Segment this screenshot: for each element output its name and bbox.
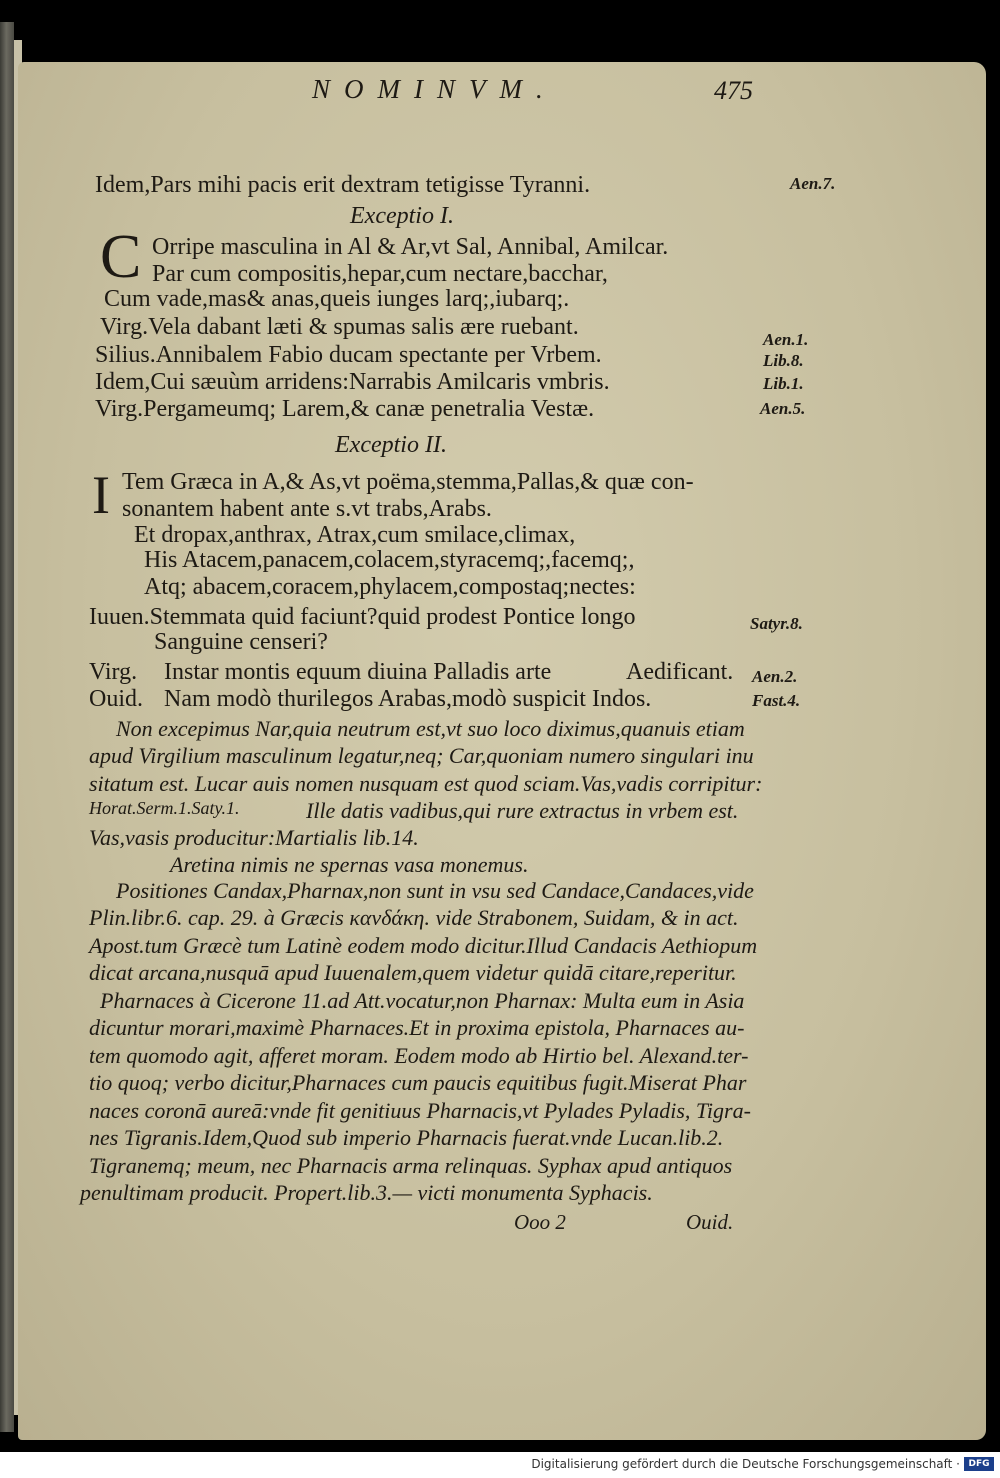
funding-credit: Digitalisierung gefördert durch die Deutsche Forschungsgemeinschaft · <box>531 1457 960 1471</box>
commentary-line: tio quoq; verbo dicitur,Pharnaces cum paucis equitibus fugit.Miserat Phar <box>89 1070 747 1095</box>
verse-line: Tem Græca in A,& As,vt poëma,stemma,Pallas,& quæ con- <box>122 469 694 495</box>
verse-line: Virg.Vela dabant læti & spumas salis ære ruebant. <box>100 314 579 340</box>
margin-note: Lib.8. <box>763 351 804 370</box>
commentary-line: Ille datis vadibus,qui rure extractus in vrbem est. <box>306 798 739 823</box>
dfg-logo-icon: DFG <box>964 1457 994 1471</box>
verse-line: Nam modò thurilegos Arabas,modò suspicit Indos. <box>164 686 652 712</box>
commentary-line: Positiones Candax,Pharnax,non sunt in vsu sed Candace,Candaces,vide <box>116 878 754 903</box>
commentary-line: sitatum est. Lucar auis nomen nusquam est quod sciam.Vas,vadis corripitur: <box>89 771 763 796</box>
verse-line: Par cum compositis,hepar,cum nectare,bacchar, <box>152 261 608 287</box>
verse-line: Orripe masculina in Al & Ar,vt Sal, Annibal, Amilcar. <box>152 234 669 260</box>
footer-bar <box>0 1452 1000 1478</box>
commentary-line: Apost.tum Græcè tum Latinè eodem modo dicitur.Illud Candacis Aethiopum <box>89 933 758 958</box>
verse-line: Aedificant. <box>626 659 734 685</box>
margin-note: Aen.7. <box>790 174 836 193</box>
margin-note: Fast.4. <box>752 691 801 710</box>
section-heading: Exceptio I. <box>350 203 454 229</box>
commentary-line: Pharnaces à Cicerone 11.ad Att.vocatur,non Pharnax: Multa eum in Asia <box>100 988 745 1013</box>
verse-line: Atq; abacem,coracem,phylacem,compostaq;nectes: <box>144 574 636 600</box>
signature-mark: Ooo 2 <box>514 1210 566 1234</box>
verse-line: Cum vade,mas& anas,queis iunges larq;,iubarq;. <box>104 286 570 312</box>
section-heading: Exceptio II. <box>335 432 447 458</box>
commentary-line: Plin.libr.6. cap. 29. à Græcis κανδάκη. vide Strabonem, Suidam, & in act. <box>89 905 739 930</box>
running-title: NOMINVM. <box>312 74 557 104</box>
commentary-line: Tigranemq; meum, nec Pharnacis arma relinquas. Syphax apud antiquos <box>89 1153 733 1178</box>
commentary-line: Vas,vasis producitur:Martialis lib.14. <box>89 825 419 850</box>
catchword: Ouid. <box>686 1210 734 1234</box>
book-spine <box>0 22 14 1432</box>
commentary-line: Horat.Serm.1.Saty.1. <box>89 798 240 818</box>
verse-line: Silius.Annibalem Fabio ducam spectante per Vrbem. <box>95 342 602 368</box>
margin-note: Aen.2. <box>752 667 798 686</box>
commentary-line: naces coronā aureā:vnde fit genitiuus Pharnacis,vt Pylades Pyladis, Tigra- <box>89 1098 751 1123</box>
commentary-line: tem quomodo agit, afferet moram. Eodem modo ab Hirtio bel. Alexand.ter- <box>89 1043 749 1068</box>
commentary-line: nes Tigranis.Idem,Quod sub imperio Pharnacis fuerat.vnde Lucan.lib.2. <box>89 1125 724 1150</box>
verse-line: Idem,Cui sæuùm arridens:Narrabis Amilcaris vmbris. <box>95 369 610 395</box>
verse-line: Ouid. <box>89 686 143 712</box>
commentary-line: dicuntur morari,maximè Pharnaces.Et in proxima epistola, Pharnaces au- <box>89 1015 745 1040</box>
margin-note: Satyr.8. <box>750 614 803 633</box>
drop-cap: I <box>92 465 110 525</box>
commentary-line: Non excepimus Nar,quia neutrum est,vt suo loco diximus,quanuis etiam <box>116 716 745 741</box>
verse-line: Virg.Pergameumq; Larem,& canæ penetralia Vestæ. <box>95 396 595 422</box>
commentary-line: Aretina nimis ne spernas vasa monemus. <box>170 852 529 877</box>
margin-note: Aen.1. <box>763 330 809 349</box>
verse-line: Instar montis equum diuina Palladis arte <box>164 659 552 685</box>
commentary-line: apud Virgilium masculinum legatur,neq; Car,quoniam numero singulari inu <box>89 743 754 768</box>
verse-line: Idem,Pars mihi pacis erit dextram tetigisse Tyranni. <box>95 172 591 198</box>
margin-note: Aen.5. <box>760 399 806 418</box>
verse-line: sonantem habent ante s.vt trabs,Arabs. <box>122 496 492 522</box>
verse-line: Virg. <box>89 659 138 685</box>
verse-line: Iuuen.Stemmata quid faciunt?quid prodest Pontice longo <box>89 604 636 630</box>
page-number: 475 <box>714 76 753 105</box>
verse-line: His Atacem,panacem,colacem,styracemq;,facemq;, <box>144 547 635 573</box>
commentary-line: penultimam producit. Propert.lib.3.— victi monumenta Syphacis. <box>80 1180 653 1205</box>
commentary-line: dicat arcana,nusquā apud Iuuenalem,quem videtur quidā citare,reperitur. <box>89 960 737 985</box>
drop-cap: C <box>100 223 142 291</box>
verse-line: Et dropax,anthrax, Atrax,cum smilace,climax, <box>134 522 576 548</box>
verse-line: Sanguine censeri? <box>154 629 328 655</box>
margin-note: Lib.1. <box>763 374 804 393</box>
